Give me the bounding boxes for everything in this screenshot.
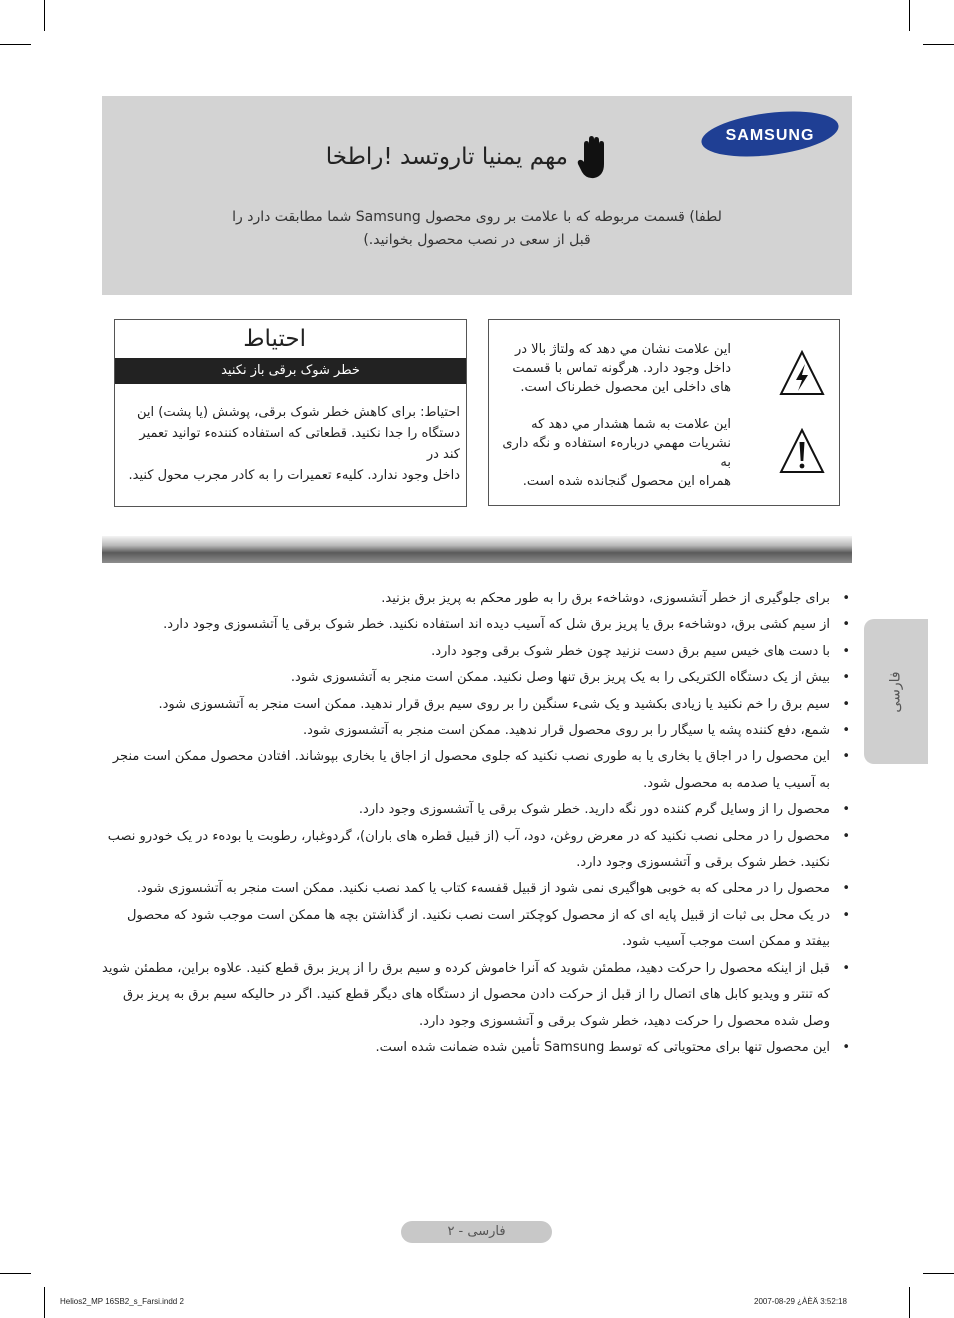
caution-panel [114, 319, 467, 507]
warning-header [102, 96, 852, 295]
header-title-row [326, 134, 610, 180]
list-item: • بيش از يک دستگاه الکتريکی را به يک پريز برق تنها وصل نکنيد. ممکن است منجر به آتشسوزی شود. [102, 665, 856, 691]
symbol-line: نشريات مهمي دربارهء استفاده و نگه داری به [502, 436, 731, 470]
crop-mark [909, 1287, 910, 1318]
list-item: • شمع، دفع کننده پشه يا سيگار را بر روی محصول قرار ندهيد. ممکن است منجر به آتشسوزی شود. [102, 718, 856, 744]
list-item: • در يک محل بی ثبات از قبيل پايه ای که از محصول کوچکتر است نصب نکنيد. از گذاشتن بچه ها ممکن است موجب شود که محصول بيفتد و ممکن است موجب آسيب شود. [102, 903, 856, 956]
caution-line: دستگاه را جدا نکنيد. قطعاتی که استفاده کنندهء توانيد تعمير کند در [139, 426, 460, 462]
caution-line: داخل وجود ندارد. کليهء تعميرات را به کادر مجرب محول کنيد. [128, 468, 460, 483]
hand-icon [576, 134, 610, 180]
logo-wordmark: SAMSUNG [725, 127, 815, 144]
list-item: • قبل از اينکه محصول را حرکت دهيد، مطمئن شويد که آنرا خاموش کرده و سيم برق را از پريز برق قطع کنيد. علاوه براين، مطمئن شويد که تنتر و ويديو کابل های اتصال را از قبل از حرکت دادن محصول از دستگاه های ديگر قطع کنيد. اگر در حاليکه سيم برق به پريز برق وصل شده محصول را حرکت دهيد، خطر شوک برقی و آتشسوزی وجود دارد. [102, 956, 856, 1035]
crop-mark [0, 44, 31, 45]
list-item: • محصول را در محلی نصب نکنيد که در معرض روغن، دود، آب (از قبيل قطره های باران)، گردوغبار، رطوبت يا بودهء در يک خودرو نصب نکنيد. خطر شوک برقی و آتشسوزی وجود دارد. [102, 824, 856, 877]
side-tab-label: فارسی [888, 670, 904, 713]
symbols-panel [488, 319, 840, 506]
list-item: • از سيم کشی برق، دوشاخهء برق يا پريز برق شل که آسيب ديده اند استفاده نکنيد. خطر شوک برقی يا آتشسوزی وجود دارد. [102, 612, 856, 638]
list-item: • سيم برق را خم نکنيد يا زيادی بکشيد و يک شیء سنگين را بر روی سيم برق قرار ندهيد. ممکن است منجر به آتشسوزی شود. [102, 692, 856, 718]
list-item: • برای جلوگيری از خطر آتشسوزی، دوشاخهء برق را به طور محکم به پريز برق بزنيد. [102, 586, 856, 612]
symbol-line: های داخلی اين محصول خطرناک است. [520, 380, 731, 395]
crop-mark [44, 1287, 45, 1318]
section-divider-bar [102, 536, 852, 563]
exclamation-warning-icon [779, 428, 825, 474]
samsung-logo [700, 110, 840, 158]
list-item: • اين محصول تنها برای محتوياتی که توسط Samsung تأمين شده ضمانت شده است. [102, 1035, 856, 1061]
list-item: • محصول را در محلی که به خوبی هواگيری نمی شود از قبيل قفسهء کتاب يا کمد نصب نکنيد. ممکن است منجر به آتشسوزی شود. [102, 876, 856, 902]
symbol-line: اين علامت به شما هشدار مي دهد که [531, 417, 731, 432]
symbol-line: داخل وجود دارد. هرگونه تماس با قسمت [512, 361, 731, 376]
language-side-tab [864, 619, 928, 764]
lightning-warning-icon [779, 350, 825, 396]
footer-filename: Helios2_MP 16SB2_s_Farsi.indd 2 [60, 1297, 184, 1306]
symbol-line: اين علامت نشان مي دهد که ولتاژ بالا در [514, 342, 731, 357]
crop-mark [44, 0, 45, 31]
footer-timestamp: 2007-08-29 ¿ÀÈÄ 3:52:18 [754, 1297, 847, 1306]
page-title: مهم يمنيا تاروتسد !راطخا [325, 144, 568, 170]
list-item: • با دست های خيس سيم برق دست نزنيد چون خطر شوک برقی وجود دارد. [102, 639, 856, 665]
safety-bullet-list [102, 586, 856, 1061]
caution-text [119, 402, 460, 486]
header-instruction-line: قبل از سعی در نصب محصول بخوانيد.) [363, 232, 591, 248]
list-item: • اين محصول را در اجاق يا بخاری يا به طوری نصب نکنيد که جلوی محصول از اجاق يا بخاری بپوشاند. افتادن محصول ممکن است منجر به آسيب يا صدمه به محصول شود. [102, 744, 856, 797]
crop-mark [0, 1273, 31, 1274]
caution-line: احتياط: برای کاهش خطر شوک برقی، پوشش (يا پشت) اين [137, 405, 460, 420]
caution-bar: خطر شوک برقی باز نکنيد [115, 358, 466, 384]
symbol-line: همراه اين محصول گنجانده شده است. [522, 474, 731, 489]
crop-mark [909, 0, 910, 31]
crop-mark [923, 44, 954, 45]
list-item: • محصول را از وسايل گرم کننده دور نگه داريد. خطر شوک برقی يا آتشسوزی وجود دارد. [102, 797, 856, 823]
header-instruction-line: لطفا) قسمت مربوطه که با علامت بر روی محصول Samsung شما مطابقت دارد را [232, 209, 722, 225]
caution-title: احتياط [243, 326, 306, 352]
page-number: فارسی - ٢ [401, 1221, 552, 1243]
exclamation-explanation [501, 415, 731, 491]
crop-mark [923, 1273, 954, 1274]
lightning-explanation [501, 340, 731, 397]
